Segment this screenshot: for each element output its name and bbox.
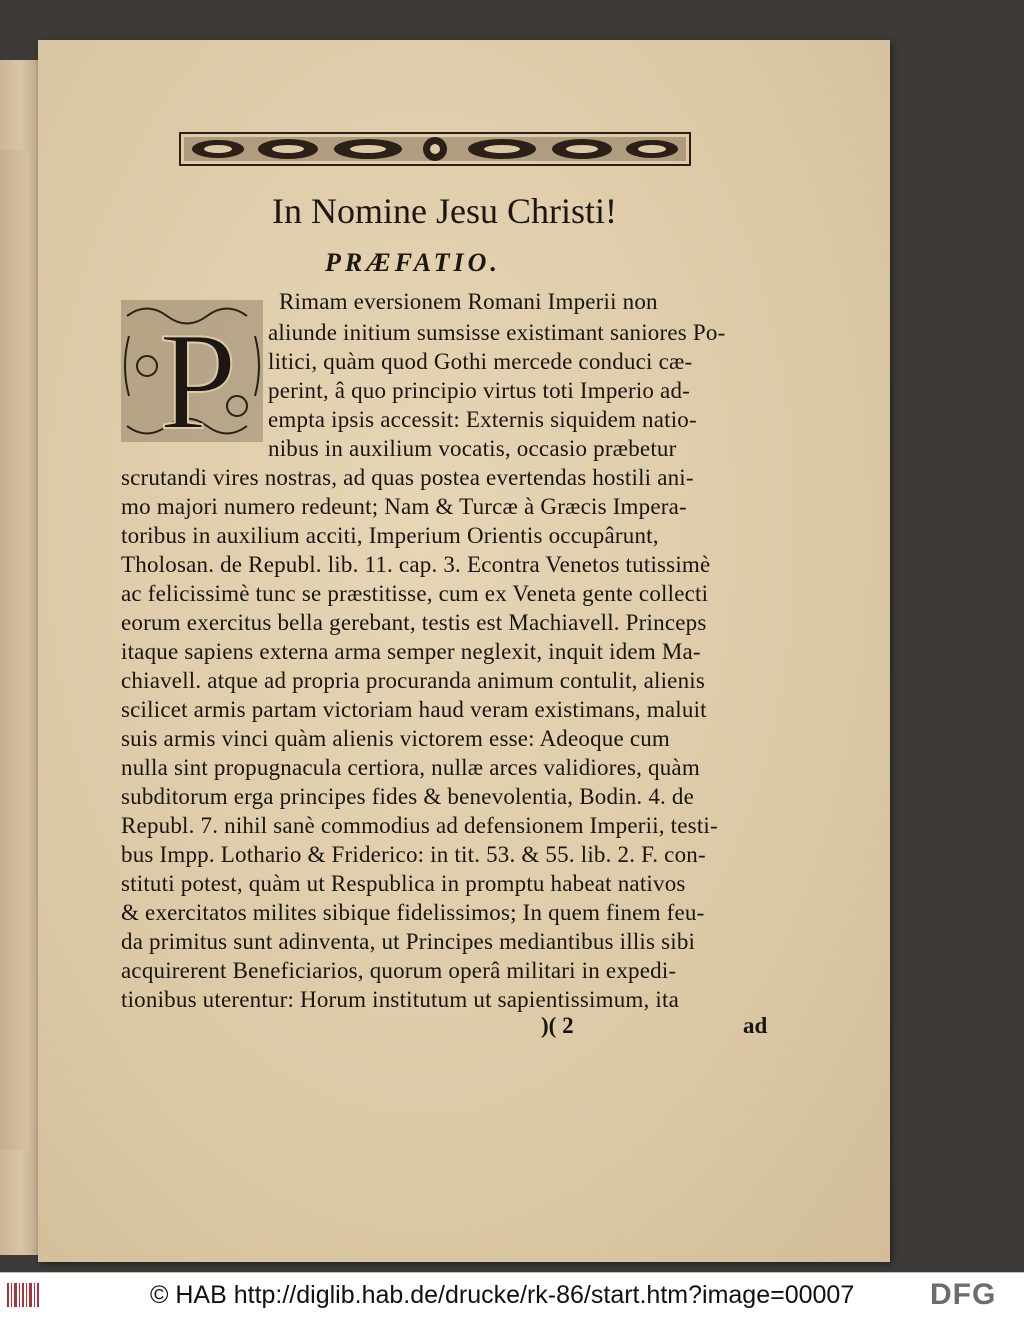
text-line: ac felicissimè tunc se præstitisse, cum ex Veneta gente collecti [121,581,709,606]
text-line: Tholosan. de Republ. lib. 11. cap. 3. Econtra Venetos tutissimè [121,552,711,577]
text-line: suis armis vinci quàm alienis victorem esse: Adeoque cum [121,726,671,751]
text-line: empta ipsis accessit: Externis siquidem natio- [268,407,697,432]
text-line: eorum exercitus bella gerebant, testis est Machiavell. Princeps [121,610,707,635]
text-line: subditorum erga principes fides & benevolentia, Bodin. 4. de [121,784,695,809]
text-line: bus Impp. Lothario & Friderico: in tit. 53. & 55. lib. 2. F. con- [121,842,706,867]
text-line: stituti potest, quàm ut Respublica in promptu habeat nativos [121,871,686,896]
text-line: perint, â quo principio virtus toti Imperio ad- [268,378,691,403]
section-heading: PRÆFATIO. [325,248,501,277]
signature-mark: )( 2 [541,1013,574,1038]
headpiece-ornament [178,130,692,168]
text-line: itaque sapiens externa arma semper neglexit, inquit idem Ma- [121,639,701,664]
text-line: Republ. 7. nihil sanè commodius ad defensionem Imperii, testi- [121,813,718,838]
text-line: & exercitatos milites sibique fidelissimos; In quem finem feu- [121,900,705,925]
text-line: mo majori numero redeunt; Nam & Turcæ à Græcis Impera- [121,494,687,519]
text-line: chiavell. atque ad propria procuranda animum contulit, alienis [121,668,706,693]
text-line: scrutandi vires nostras, ad quas postea evertendas hostili ani- [121,465,694,490]
text-line: da primitus sunt adinventa, ut Principes mediantibus illis sibi [121,929,696,954]
text-line: acquirerent Beneficiarios, quorum operâ militari in expedi- [121,958,677,983]
decorated-initial-P [117,296,267,446]
page-edge-shadow [0,150,30,1150]
text-line: nulla sint propugnacula certiora, nullæ arces validiores, quàm [121,755,700,780]
text-line: tionibus uterentur: Horum institutum ut sapientissimum, ita [121,987,680,1012]
footer-bar [0,1272,1024,1317]
barcode-icon [6,1281,42,1309]
page-title: In Nomine Jesu Christi! [272,191,617,231]
text-line: aliunde initium sumsisse existimant saniores Po- [268,320,726,345]
catchword: ad [743,1013,768,1038]
svg-text:P: P [159,304,237,446]
text-line: Rimam eversionem Romani Imperii non [279,289,658,314]
copyright-link[interactable]: © HAB http://diglib.hab.de/drucke/rk-86/start.htm?image=00007 [150,1281,855,1309]
text-line: nibus in auxilium vocatis, occasio præbetur [268,436,677,461]
text-line: toribus in auxilium acciti, Imperium Orientis occupârunt, [121,523,659,548]
dfg-logo: DFG [930,1278,997,1311]
text-line: litici, quàm quod Gothi mercede conduci cæ- [268,349,693,374]
text-line: scilicet armis partam victoriam haud veram existimans, maluit [121,697,707,722]
